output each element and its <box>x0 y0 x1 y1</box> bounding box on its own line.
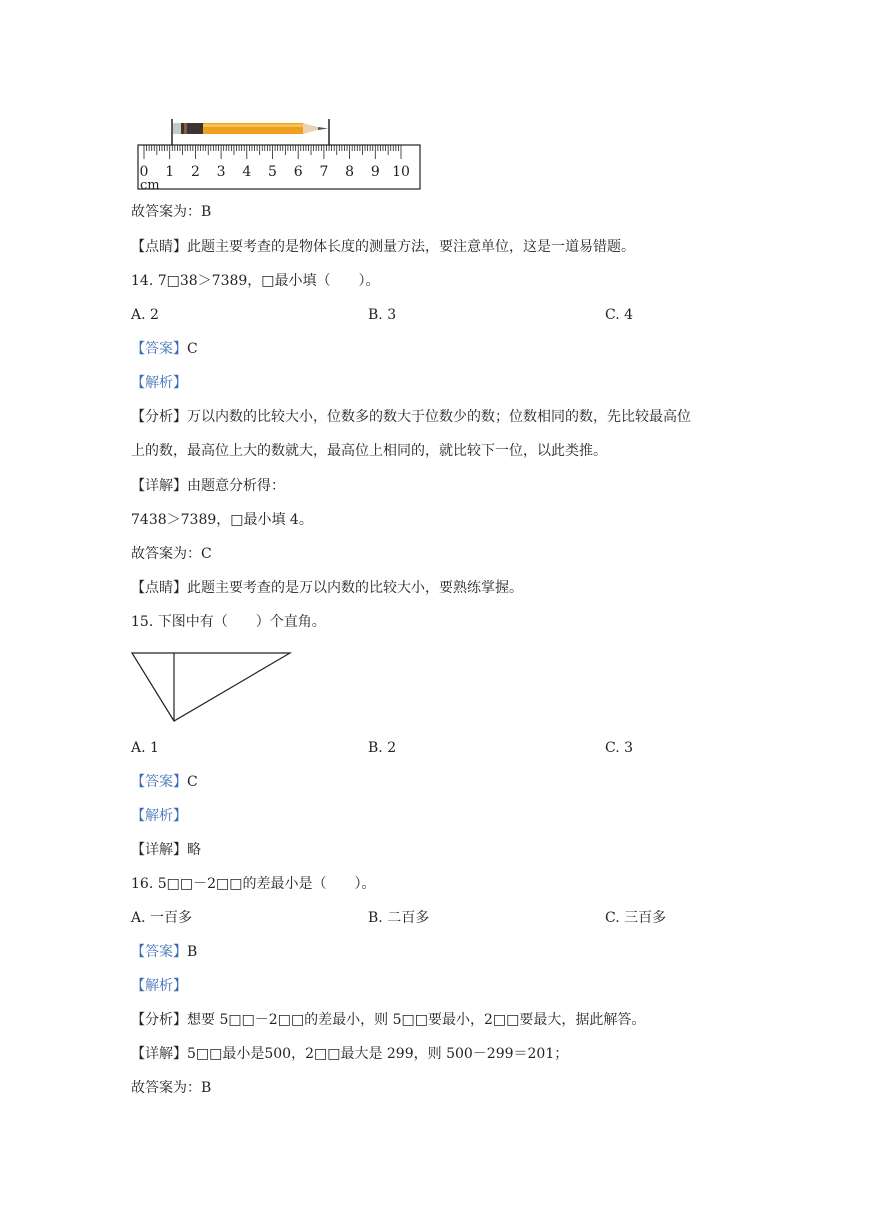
detail-text: 由题意分析得： <box>187 478 285 494</box>
comment-text: 此题主要考查的是万以内数的比较大小，要熟练掌握。 <box>187 580 523 596</box>
q15-analysis-tag: 【解析】 <box>131 808 187 824</box>
pencil-ruler-figure <box>135 115 425 195</box>
answer-value: B <box>187 944 198 960</box>
q13-answer-line: 故答案为：B <box>131 204 212 220</box>
answer-tag: 【答案】 <box>131 341 187 357</box>
ruler-tick-label: 8 <box>345 164 355 180</box>
triangle-figure <box>130 650 295 725</box>
q15-answer <box>131 772 198 792</box>
ruler-tick-label: 3 <box>216 164 226 180</box>
comment-tag: 【点睛】 <box>131 239 187 255</box>
comment-text: 此题主要考查的是物体长度的测量方法，要注意单位，这是一道易错题。 <box>187 239 635 255</box>
q14-option-a: A. 2 <box>131 307 159 323</box>
fenxi-text: 想要 5□□－2□□的差最小，则 5□□要最小，2□□要最大，据此解答。 <box>187 1012 646 1028</box>
q15-option-a: A. 1 <box>131 740 159 756</box>
q14-fenxi-line1 <box>131 407 691 427</box>
q14-answer <box>131 339 198 359</box>
answer-value: C <box>187 774 198 790</box>
q14-option-c: C. 4 <box>605 307 634 323</box>
ruler-unit-label: cm <box>140 178 160 193</box>
q14-detail-line2: 7438＞7389，□最小填 4。 <box>131 512 313 528</box>
q16-option-c: C. 三百多 <box>605 910 667 926</box>
ruler-tick-label: 5 <box>268 164 277 180</box>
q14-option-b: B. 3 <box>368 307 397 323</box>
q13-comment <box>131 237 635 257</box>
ruler-tick-label: 0 <box>139 164 149 180</box>
answer-tag: 【答案】 <box>131 944 187 960</box>
detail-tag: 【详解】 <box>131 842 187 858</box>
pencil <box>173 123 328 134</box>
q15-option-b: B. 2 <box>368 740 397 756</box>
ruler-tick-label: 9 <box>370 164 380 180</box>
answer-tag: 【答案】 <box>131 774 187 790</box>
ruler-tick-label: 7 <box>319 164 329 180</box>
detail-text: 略 <box>187 842 201 858</box>
detail-text: 5□□最小是500，2□□最大是 299，则 500－299＝201； <box>187 1046 569 1062</box>
fenxi-text: 万以内数的比较大小，位数多的数大于位数少的数；位数相同的数，先比较最高位 <box>187 409 691 425</box>
q16-fenxi <box>131 1010 645 1030</box>
fenxi-tag: 【分析】 <box>131 409 187 425</box>
ruler-tick-label: 10 <box>392 164 410 180</box>
fenxi-tag: 【分析】 <box>131 1012 187 1028</box>
q16-option-b: B. 二百多 <box>368 910 430 926</box>
q14-answer-line: 故答案为：C <box>131 546 212 562</box>
q14-detail <box>131 476 285 496</box>
q14-fenxi-line2: 上的数，最高位上大的数就大，最高位上相同的，就比较下一位，以此类推。 <box>131 443 607 459</box>
q15-detail <box>131 840 201 860</box>
detail-tag: 【详解】 <box>131 1046 187 1062</box>
answer-value: C <box>187 341 198 357</box>
detail-tag: 【详解】 <box>131 478 187 494</box>
q14-question: 14. 7□38＞7389，□最小填（ ）。 <box>131 273 380 289</box>
q14-comment <box>131 578 523 598</box>
q14-analysis-tag: 【解析】 <box>131 375 187 391</box>
ruler-tick-label: 1 <box>165 164 175 180</box>
ruler-tick-label: 6 <box>293 164 303 180</box>
q16-answer-line: 故答案为：B <box>131 1080 212 1096</box>
ruler-tick-label: 2 <box>190 164 200 180</box>
q15-option-c: C. 3 <box>605 740 634 756</box>
q15-question: 15. 下图中有（ ）个直角。 <box>131 614 326 630</box>
q16-answer <box>131 942 197 962</box>
comment-tag: 【点睛】 <box>131 580 187 596</box>
q16-analysis-tag: 【解析】 <box>131 978 187 994</box>
q16-option-a: A. 一百多 <box>131 910 193 926</box>
ruler-tick-label: 4 <box>242 164 252 180</box>
q16-question: 16. 5□□－2□□的差最小是（ ）。 <box>131 876 376 892</box>
q16-detail <box>131 1044 568 1064</box>
